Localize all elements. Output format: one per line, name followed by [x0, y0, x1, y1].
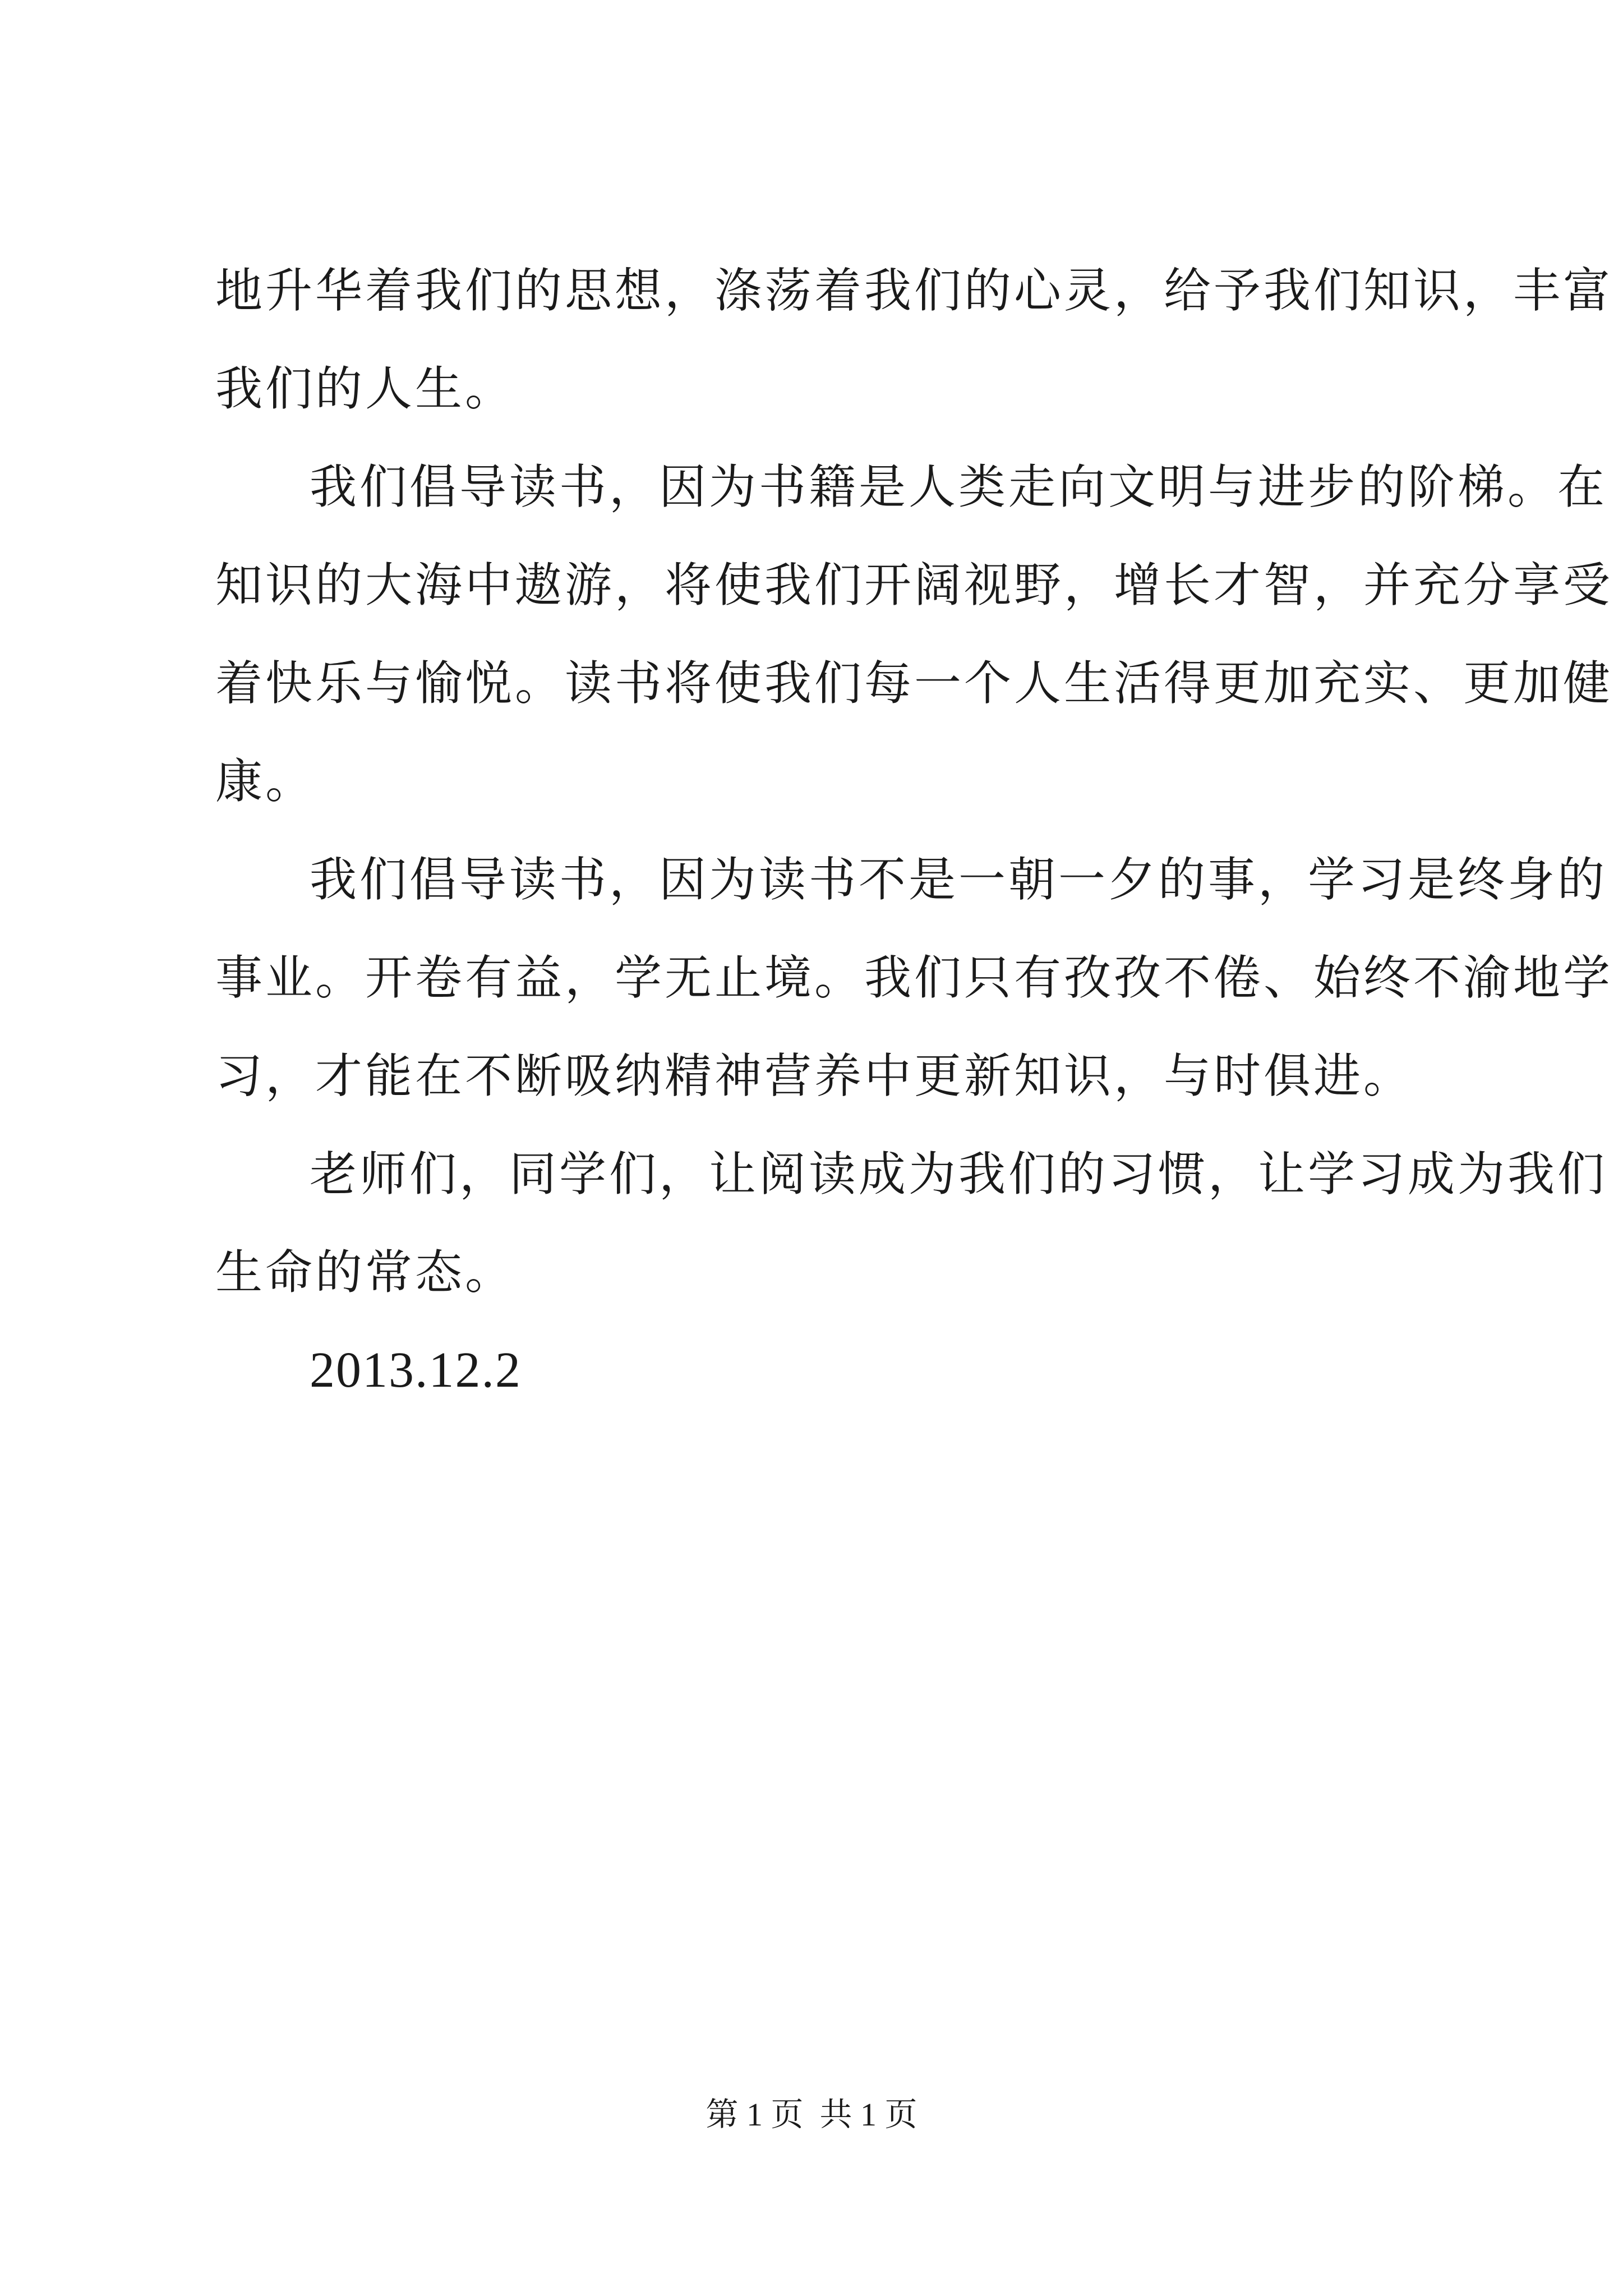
paragraph-line: 习，才能在不断吸纳精神营养中更新知识，与时俱进。: [215, 1048, 1414, 1103]
page-number-footer: 第 1 页 共 1 页: [706, 2096, 917, 2133]
paragraph-line: 知识的大海中遨游，将使我们开阔视野，增长才智，并充分享受: [215, 558, 1613, 613]
paragraph-line: 着快乐与愉悦。读书将使我们每一个人生活得更加充实、更加健: [215, 656, 1613, 711]
paragraph-line: 我们倡导读书，因为读书不是一朝一夕的事，学习是终身的: [310, 852, 1608, 907]
paragraph-line: 事业。开卷有益，学无止境。我们只有孜孜不倦、始终不渝地学: [215, 950, 1613, 1005]
paragraph-line: 生命的常态。: [215, 1245, 515, 1300]
paragraph-line: 康。: [215, 754, 316, 809]
paragraph-line: 老师们，同学们，让阅读成为我们的习惯，让学习成为我们: [310, 1147, 1608, 1202]
date-line: 2013.12.2: [310, 1342, 522, 1398]
document-body: [215, 259, 1613, 1437]
paragraph-line: 我们倡导读书，因为书籍是人类走向文明与进步的阶梯。在: [310, 459, 1608, 514]
paragraph-line: 我们的人生。: [215, 361, 515, 416]
paragraph-line: 地升华着我们的思想，涤荡着我们的心灵，给予我们知识，丰富: [215, 263, 1613, 318]
